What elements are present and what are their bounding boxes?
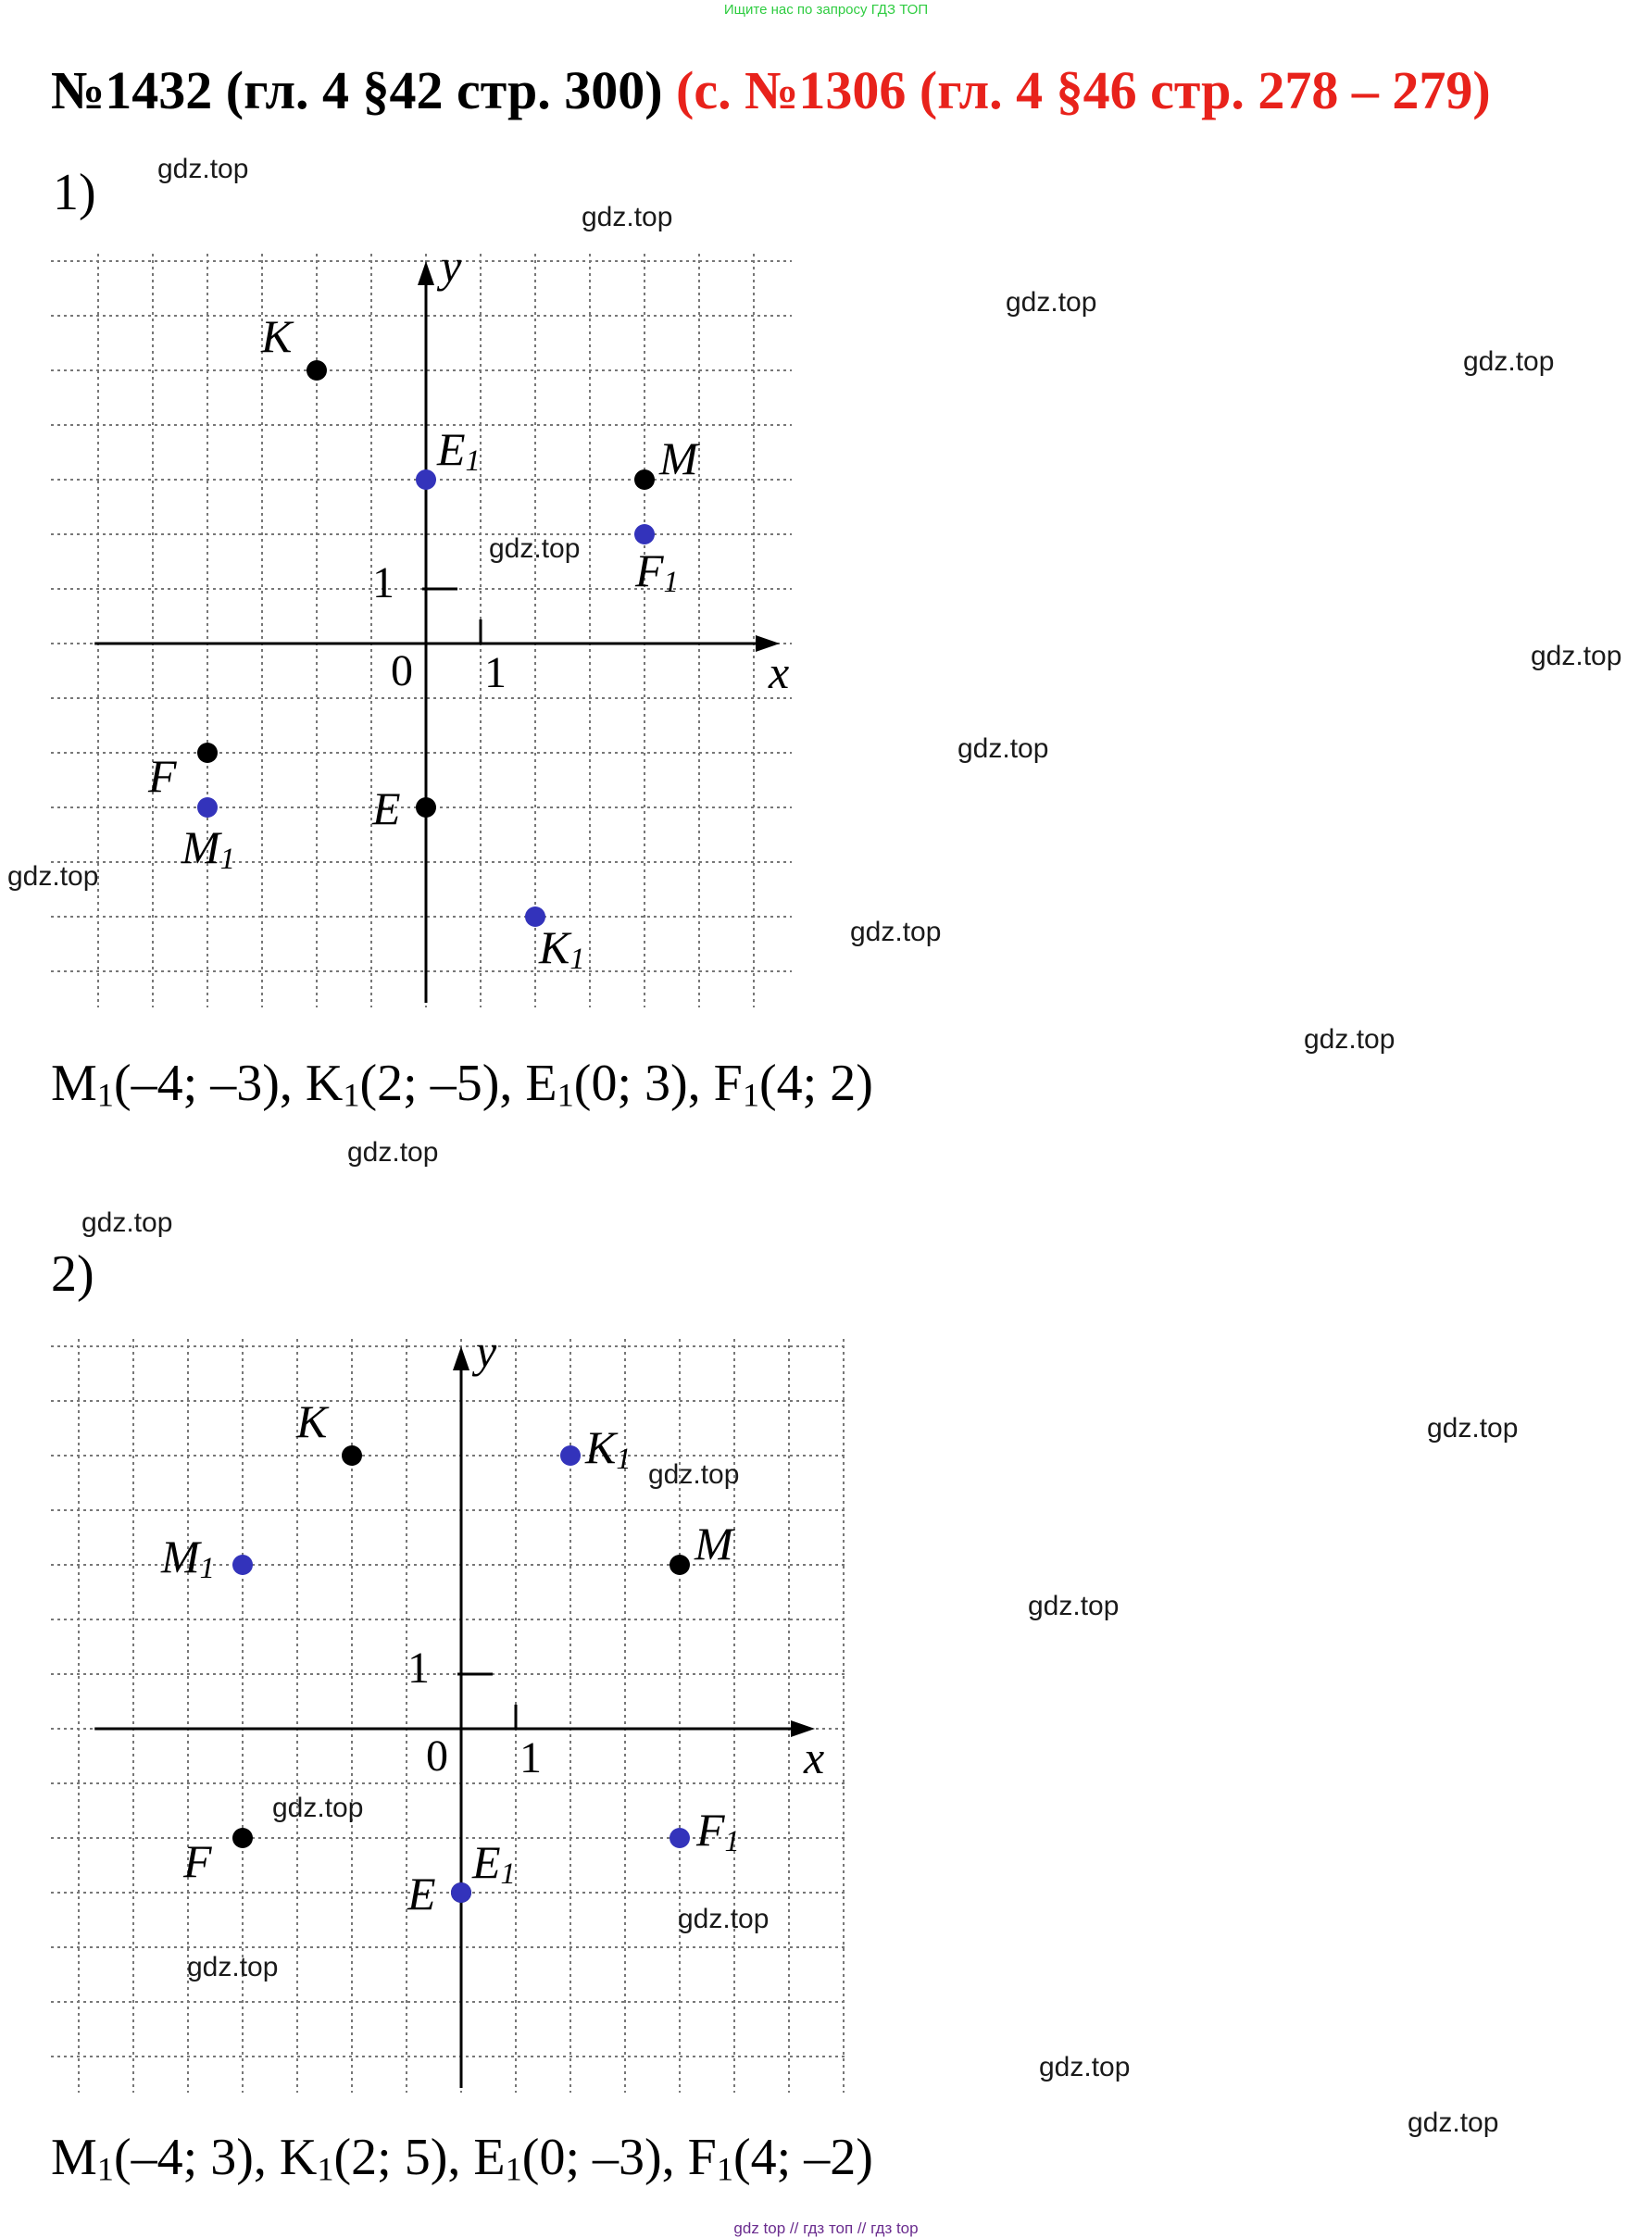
watermark: gdz.top bbox=[347, 1137, 439, 1168]
x-axis-label: x bbox=[804, 1732, 825, 1783]
answer-point-coords: (2; –5), bbox=[359, 1055, 526, 1112]
point-label-k bbox=[261, 310, 293, 362]
point-subscript: 1 bbox=[724, 1824, 740, 1858]
point-label-m bbox=[695, 1520, 733, 1567]
point-letter: M bbox=[659, 432, 698, 484]
point-m bbox=[634, 469, 655, 490]
point-m1 bbox=[197, 797, 218, 818]
watermark: gdz.top bbox=[850, 917, 942, 947]
watermark: gdz.top bbox=[582, 202, 673, 232]
point-label-e bbox=[407, 1870, 436, 1917]
point-label-f bbox=[183, 1835, 212, 1887]
part-2-label: 2) bbox=[51, 1245, 94, 1303]
answer-point-coords: (4; 2) bbox=[759, 1055, 873, 1112]
point-subscript: 1 bbox=[465, 444, 481, 478]
x-unit-label: 1 bbox=[519, 1733, 542, 1782]
point-k bbox=[342, 1445, 362, 1466]
coordinate-plane-1 bbox=[51, 240, 801, 1007]
watermark: gdz.top bbox=[678, 1904, 770, 1934]
title-alt: (с. №1306 (гл. 4 §46 стр. 278 – 279) bbox=[676, 60, 1491, 120]
plane-svg bbox=[51, 1333, 857, 2093]
point-label-k bbox=[296, 1395, 328, 1447]
answer-point-subscript: 1 bbox=[96, 2150, 114, 2188]
point-label-m1 bbox=[161, 1531, 215, 1585]
point-letter: E bbox=[372, 782, 401, 834]
watermark: gdz.top bbox=[1463, 346, 1555, 377]
point-letter: M bbox=[695, 1518, 733, 1569]
answer-point-coords: (0; 3), bbox=[573, 1055, 714, 1112]
point-letter: K bbox=[539, 921, 570, 973]
watermark: gdz.top bbox=[489, 533, 581, 564]
x-axis-label: x bbox=[769, 646, 790, 698]
y-axis-label: y bbox=[441, 240, 462, 292]
watermark: gdz.top bbox=[1006, 287, 1097, 318]
point-letter: F bbox=[183, 1835, 212, 1887]
title-main: №1432 (гл. 4 §42 стр. 300) bbox=[51, 60, 663, 120]
answer-point-coords: (0; –3), bbox=[521, 2129, 688, 2186]
answer-point-name: M bbox=[51, 1055, 97, 1112]
answer-point-subscript: 1 bbox=[742, 1076, 760, 1114]
answer-point-subscript: 1 bbox=[505, 2150, 522, 2188]
origin-label: 0 bbox=[391, 646, 413, 695]
point-letter: E bbox=[472, 1836, 501, 1888]
point-label-e1 bbox=[437, 423, 481, 478]
answer-1 bbox=[51, 1054, 873, 1113]
watermark: gdz.top bbox=[1531, 641, 1622, 671]
point-letter: F bbox=[148, 750, 177, 802]
answer-point-name: F bbox=[713, 1055, 743, 1112]
origin-label: 0 bbox=[426, 1732, 448, 1781]
plane-svg bbox=[51, 248, 801, 1007]
point-letter: M bbox=[181, 821, 220, 873]
answer-point-name: K bbox=[305, 1055, 344, 1112]
watermark: gdz.top bbox=[1028, 1591, 1120, 1621]
answer-point-name: K bbox=[279, 2129, 318, 2186]
y-unit-label: 1 bbox=[372, 558, 394, 607]
answer-point-subscript: 1 bbox=[96, 1076, 114, 1114]
watermark: gdz.top bbox=[1304, 1024, 1395, 1055]
point-letter: E bbox=[407, 1868, 436, 1919]
point-subscript: 1 bbox=[569, 942, 585, 976]
point-letter: M bbox=[161, 1531, 200, 1582]
answer-point-name: F bbox=[687, 2129, 717, 2186]
point-letter: F bbox=[635, 544, 664, 596]
answer-point-subscript: 1 bbox=[716, 2150, 734, 2188]
answer-point-name: M bbox=[51, 2129, 97, 2186]
point-m bbox=[670, 1555, 690, 1575]
point-label-e bbox=[372, 782, 401, 834]
point-label-e1 bbox=[472, 1836, 516, 1891]
point-letter: E bbox=[437, 423, 466, 475]
x-unit-label: 1 bbox=[484, 648, 507, 697]
watermark: gdz.top bbox=[1427, 1413, 1519, 1444]
y-axis-arrow bbox=[418, 261, 434, 285]
point-subscript: 1 bbox=[219, 842, 235, 876]
point-label-k1 bbox=[585, 1421, 632, 1476]
y-axis-arrow bbox=[453, 1346, 469, 1370]
point-label-k1 bbox=[539, 921, 585, 976]
watermark: gdz.top bbox=[957, 733, 1049, 764]
answer-point-name: E bbox=[525, 1055, 557, 1112]
point-f bbox=[232, 1828, 253, 1848]
point-letter: F bbox=[696, 1804, 725, 1856]
point-k1 bbox=[560, 1445, 581, 1466]
y-axis-label: y bbox=[476, 1325, 497, 1377]
point-label-m bbox=[659, 432, 698, 484]
point-subscript: 1 bbox=[199, 1551, 215, 1585]
answer-point-name: E bbox=[473, 2129, 506, 2186]
point-label-f1 bbox=[635, 544, 679, 599]
answer-point-coords: (4; –2) bbox=[733, 2129, 873, 2186]
point-subscript: 1 bbox=[500, 1857, 516, 1891]
part-1-label: 1) bbox=[53, 164, 96, 221]
point-label-m1 bbox=[181, 821, 235, 876]
point-m1 bbox=[232, 1555, 253, 1575]
answer-point-coords: (–4; 3), bbox=[114, 2129, 280, 2186]
point-e bbox=[416, 797, 436, 818]
point-f bbox=[197, 743, 218, 763]
point-f1 bbox=[634, 524, 655, 544]
search-banner[interactable]: Ищите нас по запросу ГДЗ ТОП bbox=[723, 2, 929, 18]
watermark: gdz.top bbox=[187, 1952, 279, 1982]
point-k bbox=[307, 360, 327, 381]
watermark: gdz.top bbox=[7, 861, 99, 892]
coordinate-plane-2 bbox=[51, 1325, 857, 2093]
watermark: gdz.top bbox=[272, 1793, 364, 1823]
page-title bbox=[51, 59, 1491, 121]
point-letter: K bbox=[261, 310, 293, 362]
watermark: gdz.top bbox=[81, 1207, 173, 1238]
point-subscript: 1 bbox=[663, 565, 679, 599]
point-label-f1 bbox=[696, 1804, 740, 1858]
answer-point-subscript: 1 bbox=[557, 1076, 574, 1114]
answer-point-subscript: 1 bbox=[317, 2150, 334, 2188]
footer-links[interactable]: gdz top // гдз топ // гдз top bbox=[733, 2219, 919, 2237]
point-letter: K bbox=[296, 1395, 328, 1447]
watermark: gdz.top bbox=[648, 1459, 740, 1490]
watermark: gdz.top bbox=[157, 154, 249, 184]
watermark: gdz.top bbox=[1039, 2052, 1131, 2082]
point-e1 bbox=[416, 469, 436, 490]
point-subscript: 1 bbox=[616, 1442, 632, 1476]
answer-point-coords: (–4; –3), bbox=[114, 1055, 306, 1112]
point-letter: K bbox=[585, 1421, 617, 1473]
point-label-f bbox=[148, 750, 177, 802]
answer-2 bbox=[51, 2128, 873, 2187]
point-f1 bbox=[670, 1828, 690, 1848]
point-e1 bbox=[451, 1882, 471, 1903]
watermark: gdz.top bbox=[1408, 2107, 1499, 2138]
answer-point-coords: (2; 5), bbox=[333, 2129, 474, 2186]
y-unit-label: 1 bbox=[407, 1644, 430, 1693]
answer-point-subscript: 1 bbox=[343, 1076, 360, 1114]
